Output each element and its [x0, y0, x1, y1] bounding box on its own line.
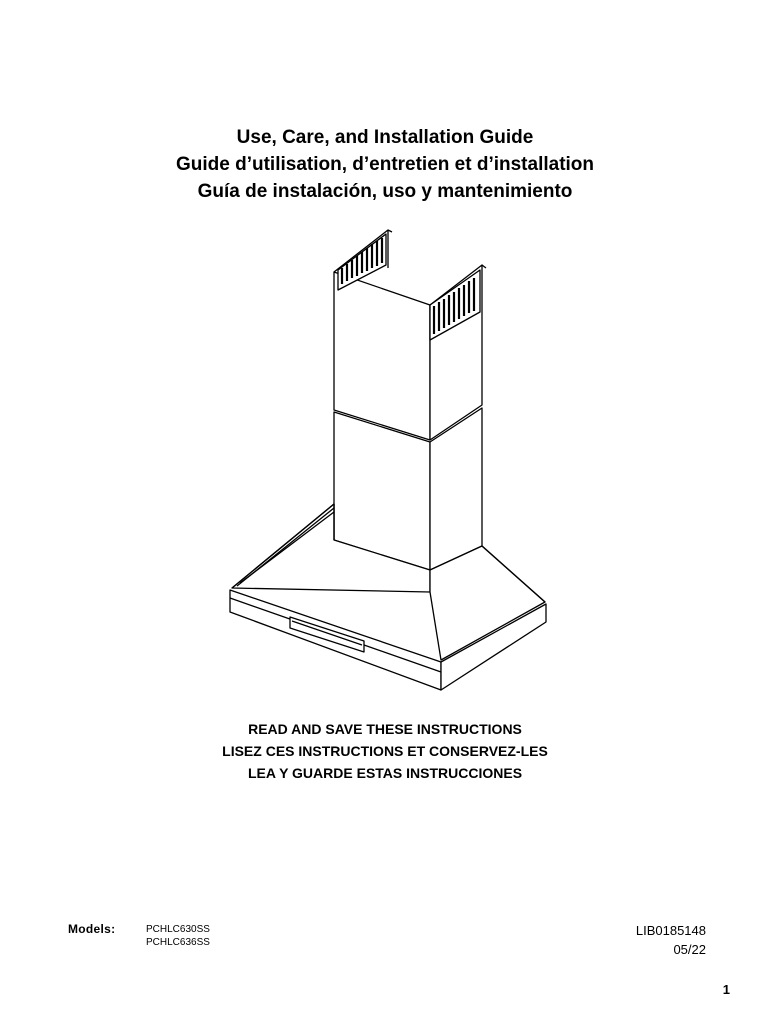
range-hood-illustration: [220, 228, 550, 698]
instructions-block: [0, 718, 770, 784]
instructions-french: LISEZ CES INSTRUCTIONS ET CONSERVEZ-LES: [222, 743, 548, 759]
document-info: [636, 921, 706, 959]
instructions-spanish: LEA Y GUARDE ESTAS INSTRUCCIONES: [247, 765, 523, 781]
title-spanish: Guía de instalación, uso y mantenimiento: [197, 181, 573, 202]
document-code: LIB0185148: [635, 923, 706, 938]
models-label: Models:: [68, 922, 116, 936]
range-hood-drawing: [220, 228, 550, 698]
document-date: 05/22: [673, 942, 706, 957]
model-number: PCHLC630SS: [146, 924, 210, 935]
model-number: PCHLC636SS: [146, 937, 210, 948]
upper-chimney-left-face: [334, 272, 430, 440]
models-list: [146, 923, 210, 949]
title-block: [0, 124, 770, 205]
title-french: Guide d’utilisation, d’entretien et d’installation: [175, 154, 595, 175]
instructions-english: READ AND SAVE THESE INSTRUCTIONS: [248, 721, 522, 737]
page-number: 1: [722, 982, 730, 997]
title-english: Use, Care, and Installation Guide: [236, 127, 534, 148]
